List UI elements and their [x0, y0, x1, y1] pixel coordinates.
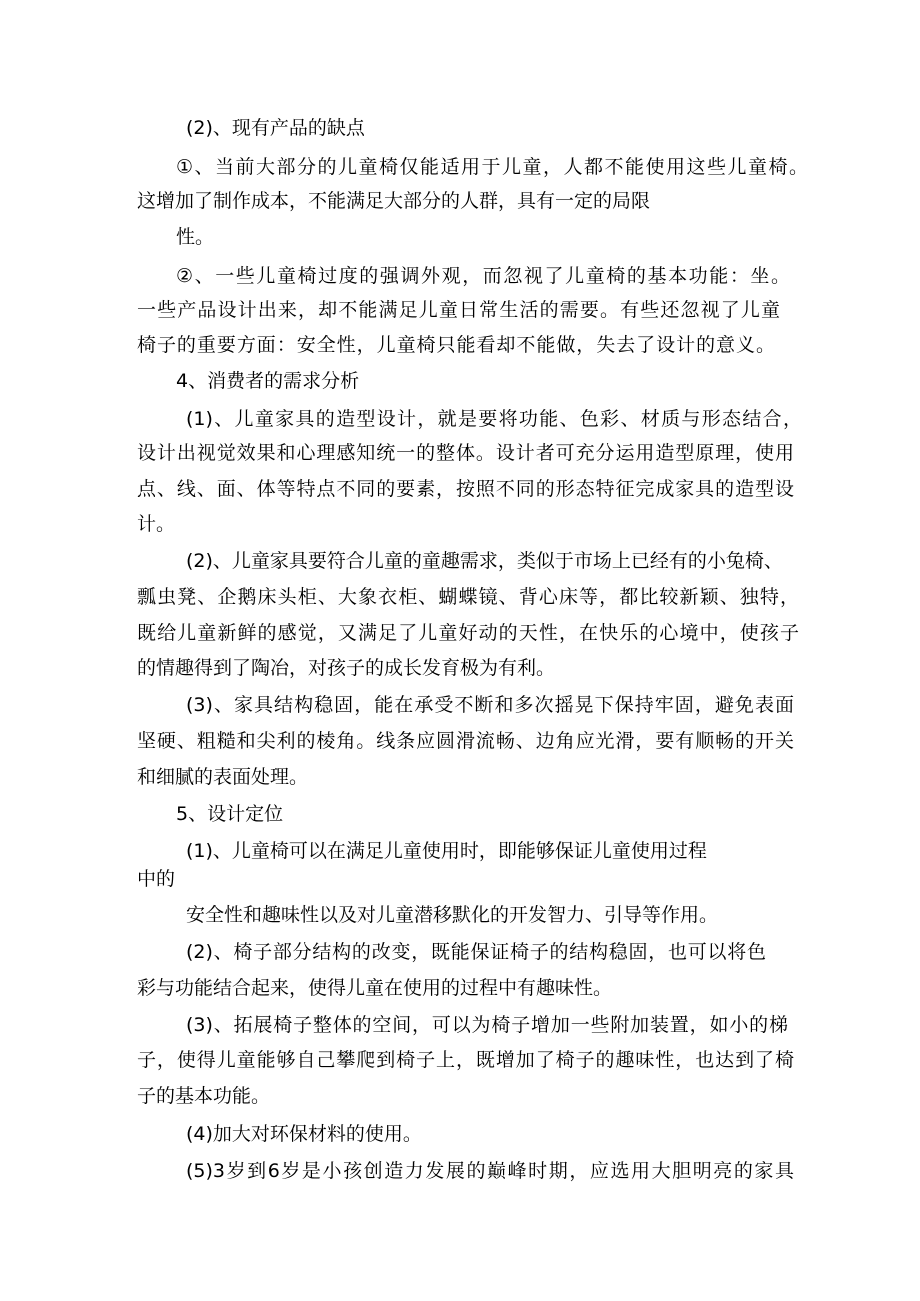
paragraph-line: (3)、拓展椅子整体的空间，可以为椅子增加一些附加装置，如小的梯	[186, 1014, 788, 1036]
paragraph-line: 性。	[176, 226, 215, 248]
paragraph-line: 椅子的重要方面：安全性，儿童椅只能看却不能做，失去了设计的意义。	[137, 334, 775, 356]
paragraph-line: ②、一些儿童椅过度的强调外观，而忽视了儿童椅的基本功能：坐。	[176, 265, 790, 287]
paragraph-line: 计。	[137, 513, 176, 535]
section-heading-design-positioning: 5、设计定位	[176, 803, 284, 825]
paragraph-line: (1)、儿童家具的造型设计，就是要将功能、色彩、材质与形态结合，	[186, 408, 802, 430]
paragraph-line: 设计出视觉效果和心理感知统一的整体。设计者可充分运用造型原理，使用	[137, 442, 794, 464]
paragraph-line: 既给儿童新鲜的感觉，又满足了儿童好动的天性，在快乐的心境中，使孩子	[137, 622, 799, 644]
section-heading-consumer-needs: 4、消费者的需求分析	[176, 370, 360, 392]
paragraph-line: (1)、儿童椅可以在满足儿童使用时，即能够保证儿童使用过程	[186, 840, 707, 862]
paragraph-line: 瓢虫凳、企鹅床头柜、大象衣柜、蝴蝶镜、背心床等，都比较新颖、独特，	[137, 586, 799, 608]
paragraph-line: (2)、儿童家具要符合儿童的童趣需求，类似于市场上已经有的小兔椅、	[186, 550, 783, 572]
paragraph-line: 中的	[137, 868, 176, 890]
paragraph-line: ①、当前大部分的儿童椅仅能适用于儿童，人都不能使用这些儿童椅。	[176, 156, 808, 178]
paragraph-line: 子，使得儿童能够自己攀爬到椅子上，既增加了椅子的趣味性，也达到了椅	[137, 1049, 794, 1071]
paragraph-line: 的情趣得到了陶冶，对孩子的成长发育极为有利。	[137, 657, 556, 679]
paragraph-line: 这增加了制作成本，不能满足大部分的人群，具有一定的局限	[137, 190, 651, 212]
paragraph-line: 和细腻的表面处理。	[137, 766, 309, 788]
paragraph-line: 一些产品设计出来，却不能满足儿童日常生活的需要。有些还忽视了儿童	[137, 299, 780, 321]
paragraph-line: 坚硬、粗糙和尖利的棱角。线条应圆滑流畅、边角应光滑，要有顺畅的开关	[137, 730, 794, 752]
paragraph-line: 安全性和趣味性以及对儿童潜移默化的开发智力、引导等作用。	[186, 904, 719, 926]
paragraph-line: (2)、椅子部分结构的改变，既能保证椅子的结构稳固，也可以将色	[186, 941, 766, 963]
section-heading-product-shortcomings: (2)、现有产品的缺点	[186, 117, 365, 139]
paragraph-line: 子的基本功能。	[137, 1085, 271, 1107]
paragraph-line: 点、线、面、体等特点不同的要素，按照不同的形态特征完成家具的造型设	[137, 478, 794, 500]
paragraph-line: (5)3岁到6岁是小孩创造力发展的巅峰时期，应选用大胆明亮的家具	[186, 1160, 794, 1182]
paragraph-line: 彩与功能结合起来，使得儿童在使用的过程中有趣味性。	[137, 977, 613, 999]
paragraph-line: (3)、家具结构稳固，能在承受不断和多次摇晃下保持牢固，避免表面	[186, 694, 794, 716]
paragraph-line: (4)加大对环保材料的使用。	[186, 1123, 422, 1145]
